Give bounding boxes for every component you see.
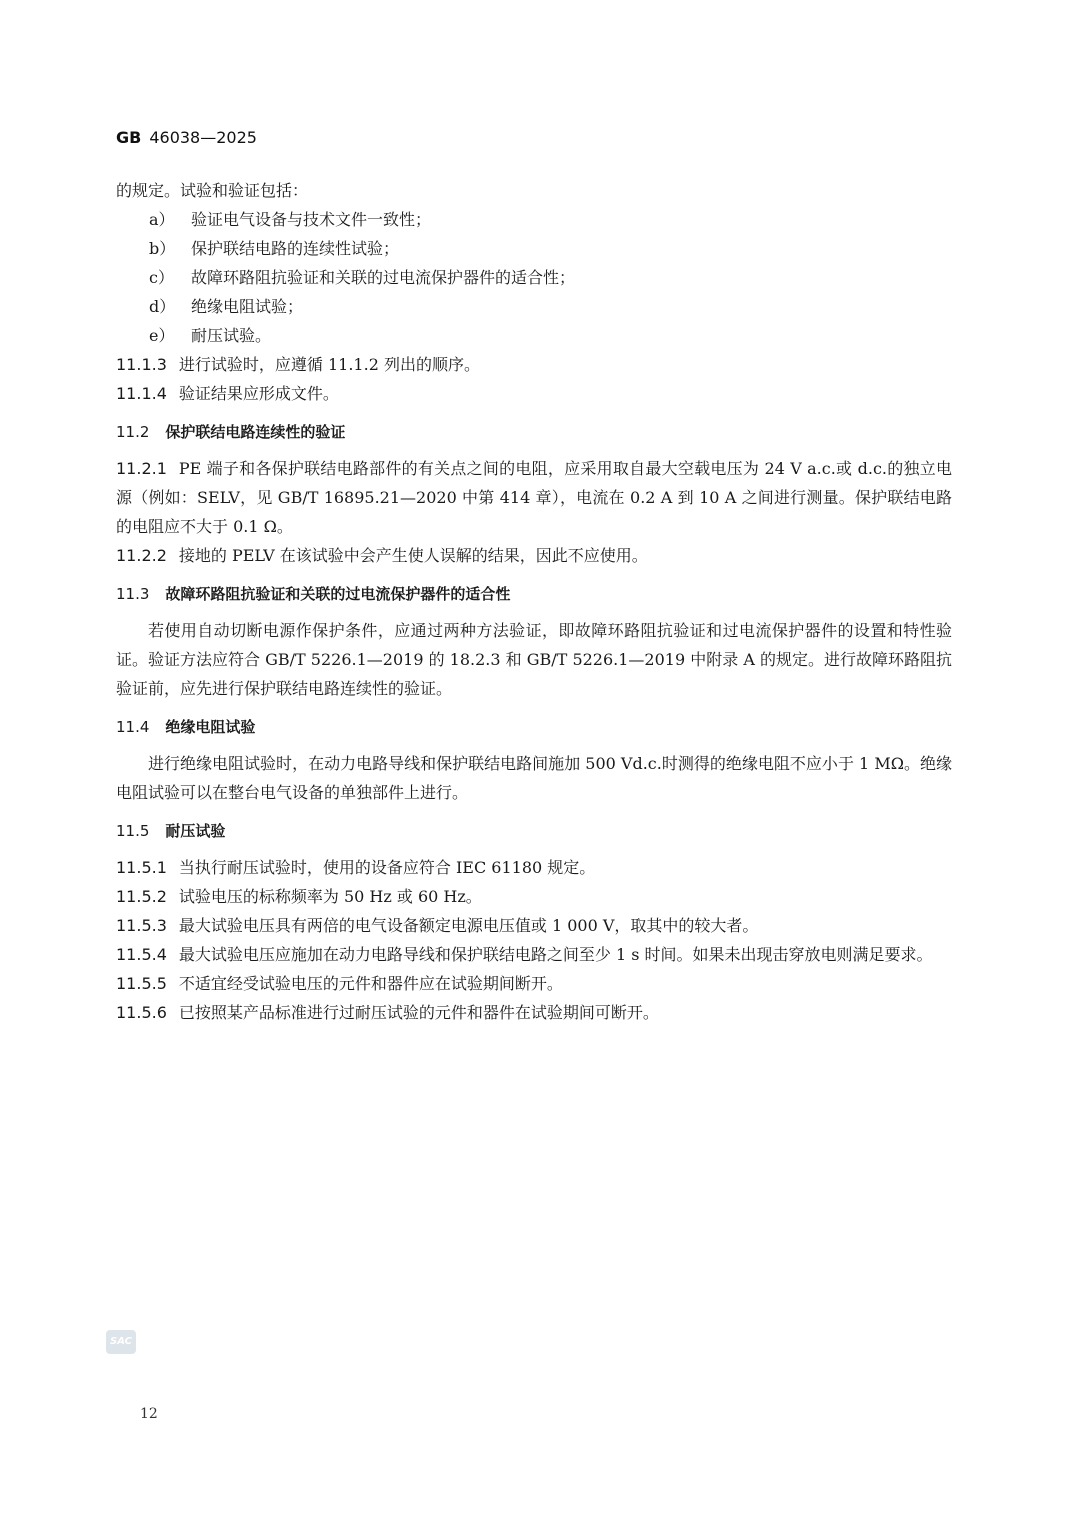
clause-number: 11.5.1 — [116, 858, 167, 877]
section-heading-11-2 — [116, 418, 952, 446]
clause-text: 验证结果应形成文件。 — [178, 384, 339, 403]
list-item-label: e） — [149, 326, 175, 345]
clause-text: 最大试验电压具有两倍的电气设备额定电源电压值或 1 000 V，取其中的较大者。 — [178, 916, 759, 935]
clause-text: 试验电压的标称频率为 50 Hz 或 60 Hz。 — [178, 887, 482, 906]
clause-text: 最大试验电压应施加在动力电路导线和保护联结电路之间至少 1 s 时间。如果未出现击穿放电则满足要求。 — [178, 945, 933, 964]
list-item — [116, 292, 952, 321]
list-item-label: c） — [149, 268, 174, 287]
clause-11-5-4 — [116, 940, 952, 969]
paragraph-11-4: 进行绝缘电阻试验时，在动力电路导线和保护联结电路间施加 500 Vd.c.时测得的绝缘电阻不应小于 1 MΩ。绝缘电阻试验可以在整台电气设备的单独部件上进行。 — [116, 754, 952, 802]
section-heading-11-5 — [116, 817, 952, 845]
clause-text: 当执行耐压试验时，使用的设备应符合 IEC 61180 规定。 — [178, 858, 596, 877]
clause-11-1-3 — [116, 350, 952, 379]
list-item-text: 保护联结电路的连续性试验； — [191, 239, 400, 258]
clause-number: 11.1.4 — [116, 384, 167, 403]
section-number: 11.4 — [116, 718, 150, 736]
list-item-text: 验证电气设备与技术文件一致性； — [191, 210, 432, 229]
clause-number: 11.5.4 — [116, 945, 167, 964]
section-title: 绝缘电阻试验 — [165, 718, 256, 736]
clause-number: 11.2.2 — [116, 546, 167, 565]
section-number: 11.3 — [116, 585, 150, 603]
section-title: 保护联结电路连续性的验证 — [165, 423, 346, 441]
section-heading-11-4 — [116, 713, 952, 741]
clause-11-5-6 — [116, 998, 952, 1027]
clause-number: 11.5.3 — [116, 916, 167, 935]
standard-number: 46038—2025 — [149, 128, 257, 147]
list-item-label: b） — [149, 239, 176, 258]
clause-text: 已按照某产品标准进行过耐压试验的元件和器件在试验期间可断开。 — [178, 1003, 659, 1022]
sac-logo-watermark: SAC — [106, 1330, 136, 1354]
clause-11-5-3 — [116, 911, 952, 940]
list-item — [116, 321, 952, 350]
clause-11-5-5 — [116, 969, 952, 998]
list-item-label: d） — [149, 297, 176, 316]
section-title: 耐压试验 — [165, 822, 226, 840]
list-item-text: 耐压试验。 — [191, 326, 272, 345]
section-number: 11.2 — [116, 423, 150, 441]
paragraph-11-3: 若使用自动切断电源作保护条件，应通过两种方法验证，即故障环路阻抗验证和过电流保护器件的设置和特性验证。验证方法应符合 GB/T 5226.1—2019 的 18.2.3 和 GB/T 5226.1—2019 中附录 A 的规定。进行故障环路阻抗验证前，应先进行保护联结电路连续性的验证。 — [116, 621, 952, 698]
clause-number: 11.5.2 — [116, 887, 167, 906]
clause-number: 11.5.6 — [116, 1003, 167, 1022]
section-heading-11-3 — [116, 580, 952, 608]
clause-11-2-2 — [116, 541, 952, 570]
standard-prefix: GB — [116, 128, 142, 147]
clause-number: 11.5.5 — [116, 974, 167, 993]
list-item — [116, 234, 952, 263]
clause-text: 进行试验时，应遵循 11.1.2 列出的顺序。 — [178, 355, 480, 374]
section-number: 11.5 — [116, 822, 150, 840]
standard-header — [116, 128, 257, 147]
section-title: 故障环路阻抗验证和关联的过电流保护器件的适合性 — [165, 585, 511, 603]
clause-11-5-1 — [116, 853, 952, 882]
clause-number: 11.2.1 — [116, 459, 167, 478]
clause-11-2-1 — [116, 454, 952, 541]
list-item — [116, 205, 952, 234]
intro-text: 的规定。试验和验证包括： — [116, 181, 309, 200]
page-number: 12 — [140, 1406, 158, 1422]
clause-text: 不适宜经受试验电压的元件和器件应在试验期间断开。 — [178, 974, 563, 993]
clause-text: 接地的 PELV 在该试验中会产生使人误解的结果，因此不应使用。 — [178, 546, 648, 565]
list-item-text: 故障环路阻抗验证和关联的过电流保护器件的适合性； — [191, 268, 576, 287]
clause-text: PE 端子和各保护联结电路部件的有关点之间的电阻，应采用取自最大空载电压为 24 V a.c.或 d.c.的独立电源（例如：SELV，见 GB/T 16895.21—2020 中第 414 章），电流在 0.2 A 到 10 A 之间进行测量。保护联结电路的电阻应不大于 0.1 Ω。 — [116, 459, 952, 536]
clause-11-5-2 — [116, 882, 952, 911]
document-body — [116, 176, 952, 1027]
list-item-label: a） — [149, 210, 175, 229]
list-item — [116, 263, 952, 292]
clause-11-1-4 — [116, 379, 952, 408]
clause-number: 11.1.3 — [116, 355, 167, 374]
list-item-text: 绝缘电阻试验； — [191, 297, 304, 316]
